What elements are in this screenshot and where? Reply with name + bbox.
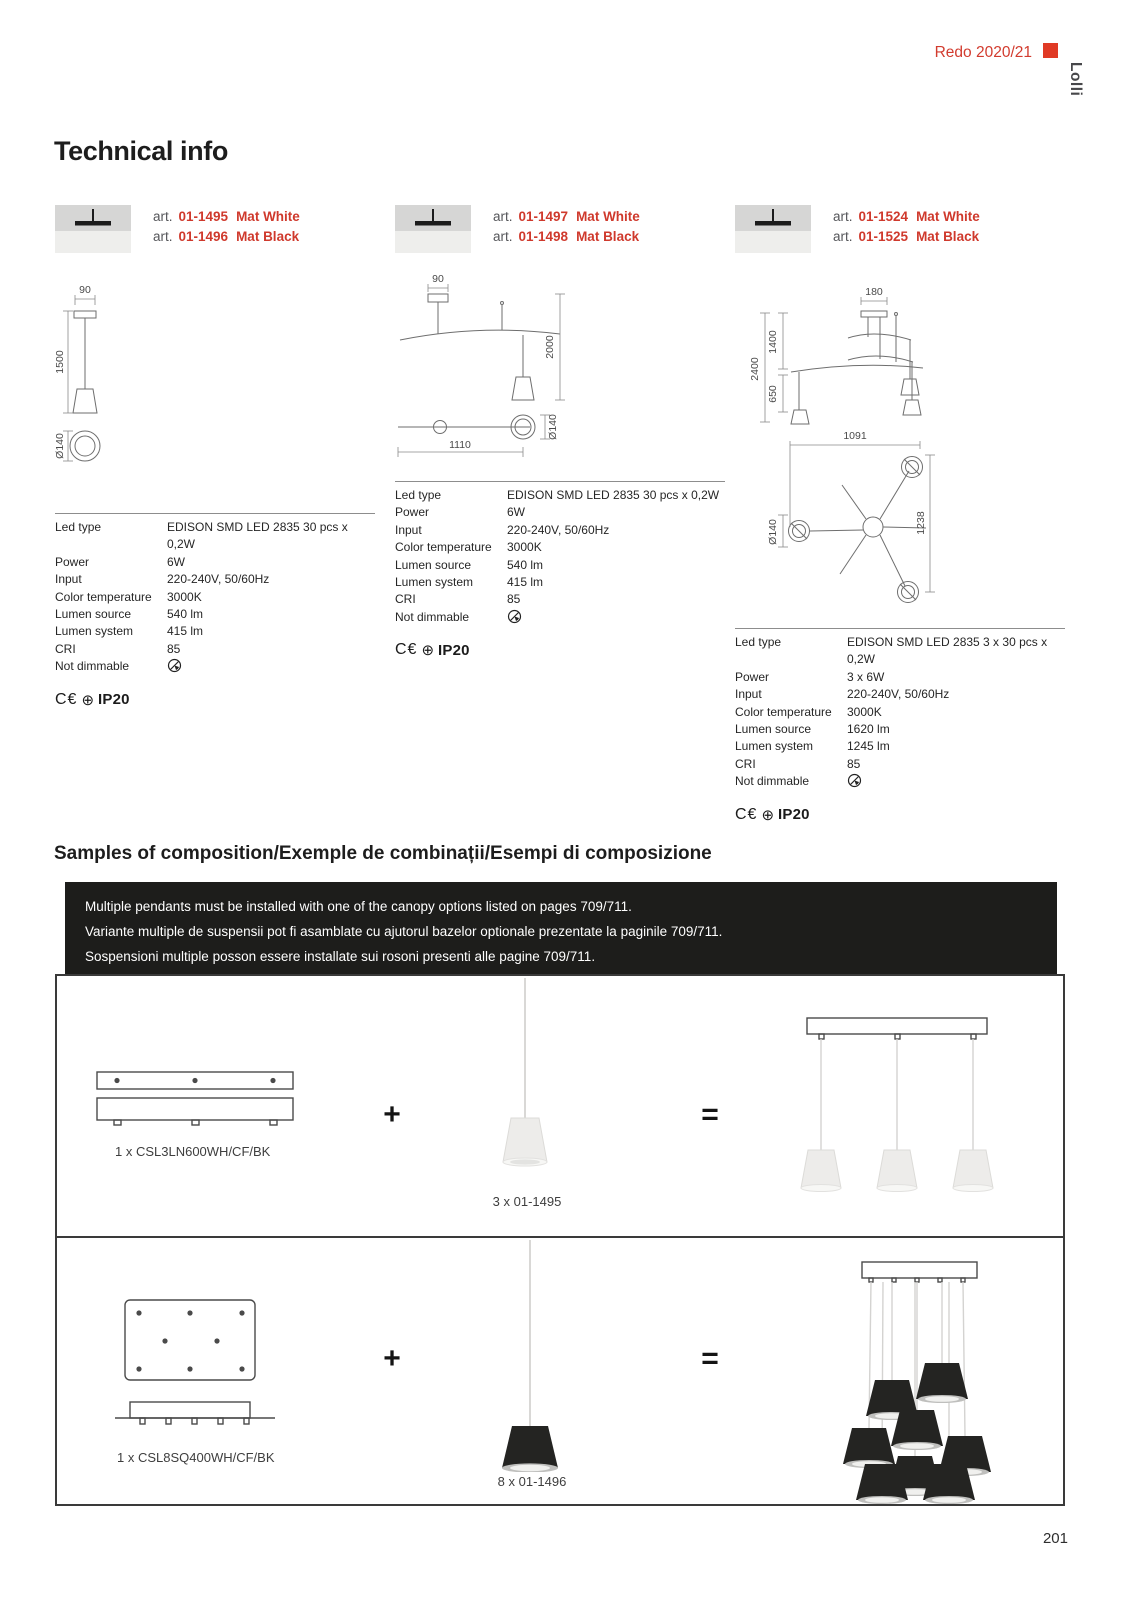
svg-text:180: 180 — [865, 286, 883, 298]
art-line: art. 01-1495 Mat White — [153, 209, 300, 224]
art-line: art. 01-1524 Mat White — [833, 209, 980, 224]
ip-rating: IP20 — [438, 641, 470, 659]
pendant-icon — [395, 205, 471, 231]
svg-text:1500: 1500 — [54, 350, 66, 374]
equals-operator: = — [701, 1342, 719, 1375]
svg-text:Ø140: Ø140 — [547, 414, 559, 440]
page-title: Technical info — [54, 136, 228, 166]
collection-name: Lolli — [1067, 62, 1084, 97]
circled-plus-icon: ⊕ — [81, 691, 95, 709]
notice-line: Sospensioni multiple posson essere installate sui rosoni presenti alle pagine 709/711. — [85, 949, 596, 964]
svg-text:650: 650 — [767, 385, 779, 403]
spec-table-1: Led type EDISON SMD LED 2835 30 pcs x 0,2W Power 6W Input 220-240V, 50/60Hz Color temperature 3000K Lumen source 540 lm Lumen system 415 lm CRI 85 Not dimmable C€ ⊕ IP20 — [55, 513, 375, 709]
three-pendant-result-photo — [797, 1008, 997, 1203]
technical-drawing-single-pendant — [50, 283, 220, 483]
svg-text:Ø140: Ø140 — [54, 433, 66, 459]
art-line: art. 01-1498 Mat Black — [493, 229, 640, 244]
equals-operator: = — [701, 1098, 719, 1131]
product-thumbnail — [55, 205, 131, 253]
art-line: art. 01-1496 Mat Black — [153, 229, 300, 244]
ce-mark-icon: C€ — [55, 690, 78, 708]
page-number: 201 — [1042, 1530, 1068, 1547]
plus-operator: + — [383, 1098, 401, 1131]
rect-canopy-drawing — [107, 1292, 287, 1437]
composition-table — [55, 974, 1065, 1506]
pendant-qty-label: 8 x 01-1496 — [497, 1474, 567, 1489]
art-line: art. 01-1525 Mat Black — [833, 229, 980, 244]
technical-drawing-multi-pendant — [730, 287, 945, 602]
certifications — [735, 806, 1065, 824]
product-header-1 — [55, 205, 300, 253]
svg-text:1110: 1110 — [449, 439, 471, 451]
canopy-code-label: 1 x CSL8SQ400WH/CF/BK — [117, 1450, 275, 1465]
svg-text:2400: 2400 — [749, 357, 761, 381]
circled-plus-icon: ⊕ — [421, 642, 435, 660]
canopy-code-label: 1 x CSL3LN600WH/CF/BK — [115, 1144, 271, 1159]
svg-text:1238: 1238 — [915, 511, 927, 535]
product-header-3 — [735, 205, 980, 253]
notice-line: Variante multiple de suspensii pot fi asamblate cu ajutorul bazelor optionale prezentate la paginile 709/711. — [85, 924, 723, 939]
pendant-icon — [55, 205, 131, 231]
not-dimmable-icon — [847, 773, 862, 788]
ip-rating: IP20 — [98, 691, 130, 709]
svg-text:Ø140: Ø140 — [767, 519, 779, 545]
not-dimmable-icon — [507, 609, 522, 624]
installation-notice — [65, 882, 1057, 974]
ip-rating: IP20 — [778, 806, 810, 824]
spec-table-2: Led type EDISON SMD LED 2835 30 pcs x 0,2W Power 6W Input 220-240V, 50/60Hz Color temperature 3000K Lumen source 540 lm Lumen system 415 lm CRI 85 Not dimmable C€ ⊕ IP20 — [395, 481, 725, 659]
linear-canopy-drawing — [92, 1064, 302, 1142]
technical-drawing-rod-pendant — [390, 272, 580, 472]
pendant-icon — [735, 205, 811, 231]
brand-square-icon — [1043, 43, 1058, 58]
not-dimmable-icon — [167, 658, 182, 673]
certifications — [55, 691, 375, 709]
art-line: art. 01-1497 Mat White — [493, 209, 640, 224]
product-thumbnail — [395, 205, 471, 253]
plus-operator: + — [383, 1342, 401, 1375]
product-header-2 — [395, 205, 640, 253]
spec-table-3: Led type EDISON SMD LED 2835 3 x 30 pcs x 0,2W Power 3 x 6W Input 220-240V, 50/60Hz Color temperature 3000K Lumen source 1620 lm Lumen system 1245 lm CRI 85 Not dimmable C€ ⊕ IP20 — [735, 628, 1065, 824]
notice-line: Multiple pendants must be installed with one of the canopy options listed on pages 709/711. — [85, 899, 632, 914]
svg-text:1091: 1091 — [843, 430, 867, 442]
certifications — [395, 641, 725, 659]
row-divider — [57, 1236, 1063, 1238]
ce-mark-icon: C€ — [735, 805, 758, 823]
circled-plus-icon: ⊕ — [761, 806, 775, 824]
black-pendant-photo — [497, 1240, 567, 1472]
white-pendant-photo — [497, 978, 557, 1190]
svg-text:2000: 2000 — [544, 335, 556, 359]
ce-mark-icon: C€ — [395, 641, 418, 659]
samples-heading: Samples of composition/Exemple de combinații/Esempi di composizione — [54, 843, 712, 864]
brand-edition: Redo 2020/21 — [934, 44, 1032, 61]
svg-text:1400: 1400 — [767, 330, 779, 354]
svg-text:90: 90 — [432, 273, 444, 285]
eight-pendant-result-photo — [797, 1248, 1002, 1504]
pendant-qty-label: 3 x 01-1495 — [492, 1194, 562, 1209]
svg-text:90: 90 — [79, 284, 91, 296]
product-thumbnail — [735, 205, 811, 253]
